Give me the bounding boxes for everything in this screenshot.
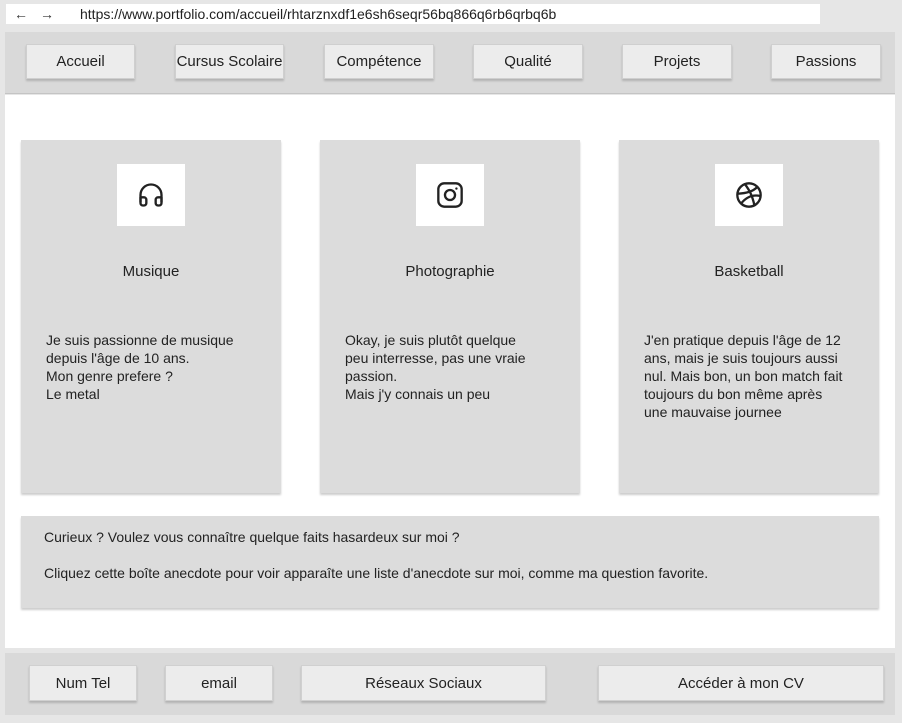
card-text: J'en pratique depuis l'âge de 12 ans, mais je suis toujours aussi nul. Mais bon, un bon match fait toujours du bon même après une mauvaise journee <box>644 332 843 420</box>
nav-item-competence[interactable]: Compétence <box>324 44 434 79</box>
arrow-left-icon[interactable]: ← <box>14 6 28 22</box>
headphones-icon <box>137 181 165 209</box>
phone-button[interactable]: Num Tel <box>29 665 137 701</box>
anecdote-box[interactable] <box>21 516 879 608</box>
anecdote-question: Curieux ? Voulez vous connaître quelque faits hasardeux sur moi ? <box>44 529 460 545</box>
card-title: Basketball <box>714 263 784 280</box>
top-navigation <box>5 32 895 94</box>
card-text: Je suis passionne de musique depuis l'âge de 10 ans. Mon genre prefere ? Le metal <box>46 332 234 402</box>
nav-item-projets[interactable]: Projets <box>622 44 732 79</box>
icon-box <box>117 164 185 226</box>
url-text[interactable]: https://www.portfolio.com/accueil/rhtarznxdf1e6sh6seqr56bq866q6rb6qrbq6b <box>80 6 557 22</box>
footer <box>5 653 895 715</box>
address-bar[interactable] <box>6 4 820 24</box>
passion-card-photographie <box>320 140 580 493</box>
nav-item-cursus-scolaire[interactable]: Cursus Scolaire <box>175 44 284 79</box>
arrow-right-icon[interactable]: → <box>40 6 54 22</box>
passion-card-musique <box>21 140 281 493</box>
cv-button[interactable]: Accéder à mon CV <box>598 665 884 701</box>
main-content <box>5 95 895 648</box>
card-text: Okay, je suis plutôt quelque peu interresse, pas une vraie passion. Mais j'y connais un peu <box>345 332 526 402</box>
icon-box <box>715 164 783 226</box>
card-title: Photographie <box>405 263 495 280</box>
icon-box <box>416 164 484 226</box>
card-title: Musique <box>122 263 180 280</box>
nav-item-accueil[interactable]: Accueil <box>26 44 135 79</box>
passion-card-basketball <box>619 140 879 493</box>
social-networks-button[interactable]: Réseaux Sociaux <box>301 665 546 701</box>
nav-item-passions[interactable]: Passions <box>771 44 881 79</box>
basketball-icon <box>735 181 763 209</box>
instagram-icon <box>436 181 464 209</box>
nav-item-qualite[interactable]: Qualité <box>473 44 583 79</box>
email-button[interactable]: email <box>165 665 273 701</box>
anecdote-instruction: Cliquez cette boîte anecdote pour voir apparaîte une liste d'anecdote sur moi, comme ma question favorite. <box>44 565 709 581</box>
